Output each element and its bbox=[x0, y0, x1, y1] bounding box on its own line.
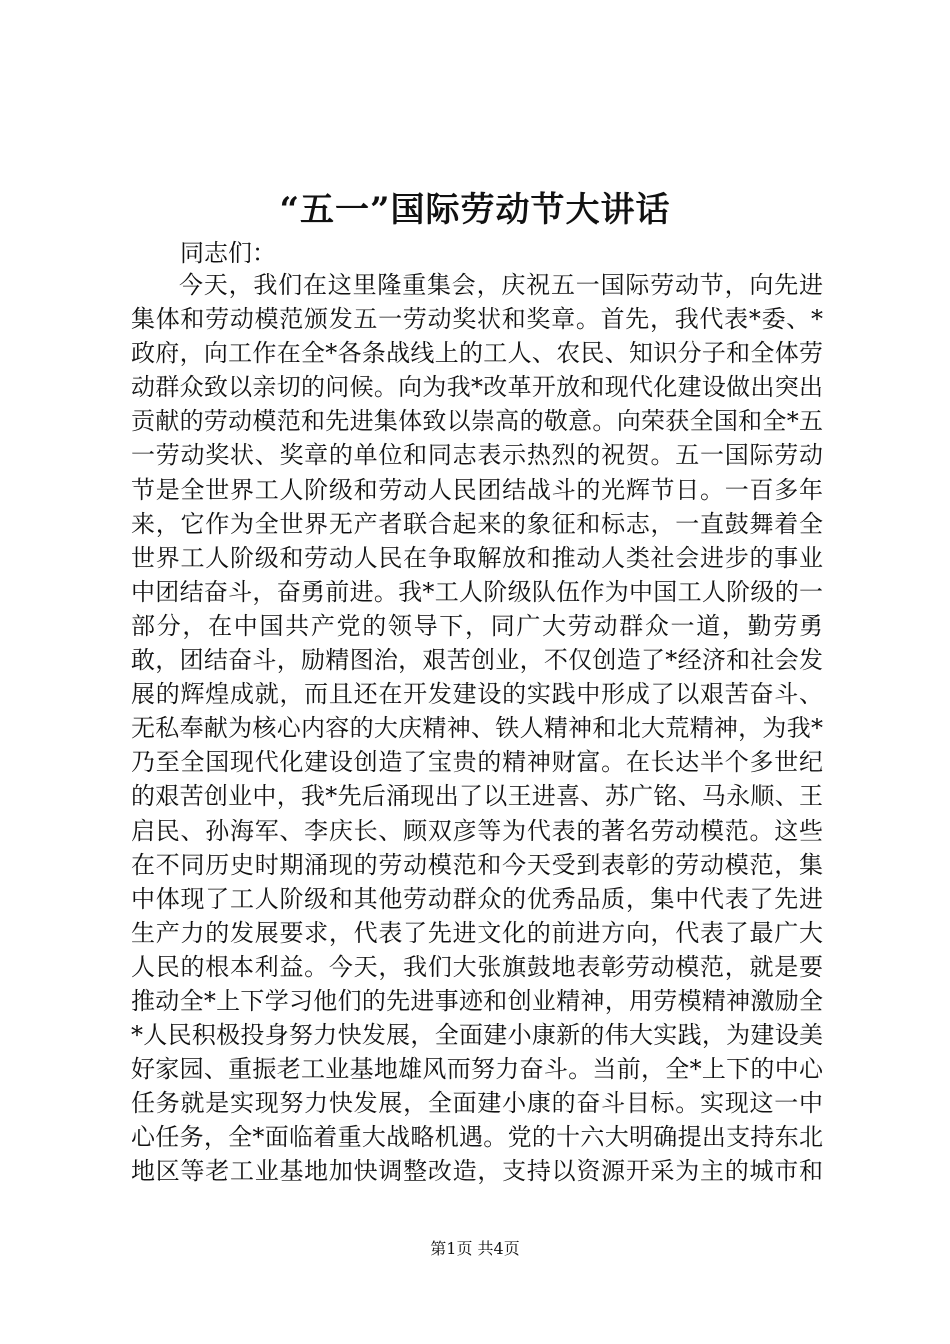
salutation: 同志们： bbox=[180, 239, 276, 267]
page-footer: 第1页 共4页 bbox=[430, 1239, 520, 1258]
document-title: “五一”国际劳动节大讲话 bbox=[279, 190, 671, 230]
body-paragraph: 今天，我们在这里隆重集会，庆祝五一国际劳动节，向先进集体和劳动模范颁发五一劳动奖状和奖章。首先，我代表*委、*政府，向工作在全*各条战线上的工人、农民、知识分子和全体劳动群众致以亲切的问候。向为我*改革开放和现代化建设做出突出贡献的劳动模范和先进集体致以崇高的敬意。向荣获全国和全*五一劳动奖状、奖章的单位和同志表示热烈的祝贺。五一国际劳动节是全世界工人阶级和劳动人民团结战斗的光辉节日。一百多年来，它作为全世界无产者联合起来的象征和标志，一直鼓舞着全世界工人阶级和劳动人民在争取解放和推动人类社会进步的事业中团结奋斗，奋勇前进。我*工人阶级队伍作为中国工人阶级的一部分，在中国共产党的领导下，同广大劳动群众一道，勤劳勇敢，团结奋斗，励精图治，艰苦创业，不仅创造了*经济和社会发展的辉煌成就，而且还在开发建设的实践中形成了以艰苦奋斗、无私奉献为核心内容的大庆精神、铁人精神和北大荒精神，为我*乃至全国现代化建设创造了宝贵的精神财富。在长达半个多世纪的艰苦创业中，我*先后涌现出了以王进喜、苏广铭、马永顺、王启民、孙海军、李庆长、顾双彦等为代表的著名劳动模范。这些在不同历史时期涌现的劳动模范和今天受到表彰的劳动模范，集中体现了工人阶级和其他劳动群众的优秀品质，集中代表了先进生产力的发展要求，代表了先进文化的前进方向，代表了最广大人民的根本利益。今天，我们大张旗鼓地表彰劳动模范，就是要推动全*上下学习他们的先进事迹和创业精神，用劳模精神激励全*人民积极投身努力快发展，全面建小康新的伟大实践，为建设美好家园、重振老工业基地雄风而努力奋斗。当前，全*上下的中心任务就是实现努力快发展，全面建小康的奋斗目标。实现这一中心任务，全*面临着重大战略机遇。党的十六大明确提出支持东北地区等老工业基地加快调整改造，支持以资源开采为主的城市和 bbox=[131, 271, 823, 1186]
